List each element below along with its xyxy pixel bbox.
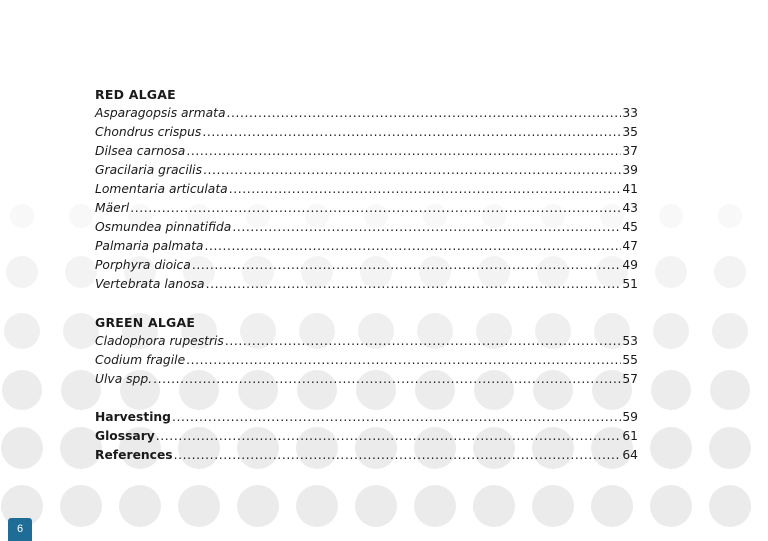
entry-page-number: 35 <box>622 125 638 139</box>
toc-entry[interactable] <box>95 180 638 199</box>
entry-label: Glossary <box>95 429 155 443</box>
dot-leader <box>130 199 621 218</box>
toc-entry[interactable] <box>95 104 638 123</box>
toc-entry[interactable] <box>95 351 638 370</box>
entry-page-number: 64 <box>622 448 638 462</box>
toc-entry[interactable] <box>95 256 638 275</box>
background-dot <box>709 485 751 527</box>
entry-page-number: 59 <box>622 410 638 424</box>
dot-leader <box>192 256 622 275</box>
entry-label: Vertebrata lanosa <box>95 277 205 291</box>
dot-leader <box>172 408 621 427</box>
toc-entry[interactable] <box>95 161 638 180</box>
background-dot <box>65 256 97 288</box>
entry-label: Porphyra dioica <box>95 258 191 272</box>
toc-entry[interactable] <box>95 446 638 465</box>
background-dot <box>60 485 102 527</box>
background-dot <box>651 370 691 410</box>
entry-label: Codium fragile <box>95 353 186 367</box>
background-dot <box>714 256 746 288</box>
entry-label: Ulva spp. <box>95 372 153 386</box>
entry-page-number: 39 <box>622 163 638 177</box>
section-green-algae <box>95 313 638 389</box>
dot-leader <box>227 104 622 123</box>
toc-entry[interactable] <box>95 275 638 294</box>
background-dot <box>237 485 279 527</box>
entry-label: Lomentaria articulata <box>95 182 228 196</box>
entry-page-number: 53 <box>622 334 638 348</box>
background-dot <box>414 485 456 527</box>
toc-entry[interactable] <box>95 142 638 161</box>
entry-label: Dilsea carnosa <box>95 144 186 158</box>
table-of-contents <box>95 85 638 465</box>
entry-page-number: 33 <box>622 106 638 120</box>
background-dot <box>650 485 692 527</box>
toc-entry[interactable] <box>95 237 638 256</box>
entry-page-number: 55 <box>622 353 638 367</box>
entry-page-number: 43 <box>622 201 638 215</box>
toc-entry[interactable] <box>95 199 638 218</box>
toc-entry[interactable] <box>95 123 638 142</box>
entry-label: Mäerl <box>95 201 130 215</box>
dot-leader <box>225 332 622 351</box>
toc-entry[interactable] <box>95 370 638 389</box>
entry-page-number: 57 <box>622 372 638 386</box>
dot-leader <box>186 142 621 161</box>
dot-leader <box>232 218 621 237</box>
entry-label: Gracilaria gracilis <box>95 163 202 177</box>
background-dot <box>655 256 687 288</box>
entry-label: Cladophora rupestris <box>95 334 224 348</box>
background-dot <box>532 485 574 527</box>
dot-leader <box>174 446 622 465</box>
toc-entry[interactable] <box>95 427 638 446</box>
entry-label: Harvesting <box>95 410 171 424</box>
background-dot <box>712 313 748 349</box>
background-dot <box>710 370 750 410</box>
entry-label: Chondrus crispus <box>95 125 202 139</box>
dot-leader <box>202 123 621 142</box>
background-dot <box>69 204 93 228</box>
background-dot <box>650 427 692 469</box>
background-dot <box>4 313 40 349</box>
section-spacer <box>95 294 638 313</box>
toc-entry[interactable] <box>95 332 638 351</box>
entry-label: Palmaria palmata <box>95 239 204 253</box>
background-dot <box>119 485 161 527</box>
background-dot <box>1 427 43 469</box>
section-red-algae <box>95 85 638 294</box>
dot-leader <box>229 180 622 199</box>
entry-page-number: 51 <box>622 277 638 291</box>
dot-leader <box>156 427 622 446</box>
entry-page-number: 37 <box>622 144 638 158</box>
background-dot <box>2 370 42 410</box>
background-dot <box>709 427 751 469</box>
background-dot <box>296 485 338 527</box>
background-dot <box>591 485 633 527</box>
entry-label: References <box>95 448 173 462</box>
background-dot <box>10 204 34 228</box>
section-heading: GREEN ALGAE <box>95 315 196 330</box>
background-dot <box>6 256 38 288</box>
page-number-badge: 6 <box>8 518 32 541</box>
toc-entry[interactable] <box>95 408 638 427</box>
section-spacer <box>95 389 638 408</box>
background-dot <box>178 485 220 527</box>
section-back-matter <box>95 408 638 465</box>
entry-label: Asparagopsis armata <box>95 106 226 120</box>
dot-leader <box>203 161 621 180</box>
dot-leader <box>153 370 621 389</box>
background-dot <box>659 204 683 228</box>
dot-leader <box>206 275 622 294</box>
entry-page-number: 49 <box>622 258 638 272</box>
background-dot <box>355 485 397 527</box>
entry-page-number: 47 <box>622 239 638 253</box>
background-dot <box>718 204 742 228</box>
entry-label: Osmundea pinnatifida <box>95 220 232 234</box>
entry-page-number: 61 <box>622 429 638 443</box>
dot-leader <box>204 237 621 256</box>
background-dot <box>63 313 99 349</box>
background-dot <box>653 313 689 349</box>
section-heading: RED ALGAE <box>95 87 176 102</box>
dot-leader <box>186 351 621 370</box>
toc-entry[interactable] <box>95 218 638 237</box>
background-dot <box>473 485 515 527</box>
entry-page-number: 45 <box>622 220 638 234</box>
entry-page-number: 41 <box>622 182 638 196</box>
